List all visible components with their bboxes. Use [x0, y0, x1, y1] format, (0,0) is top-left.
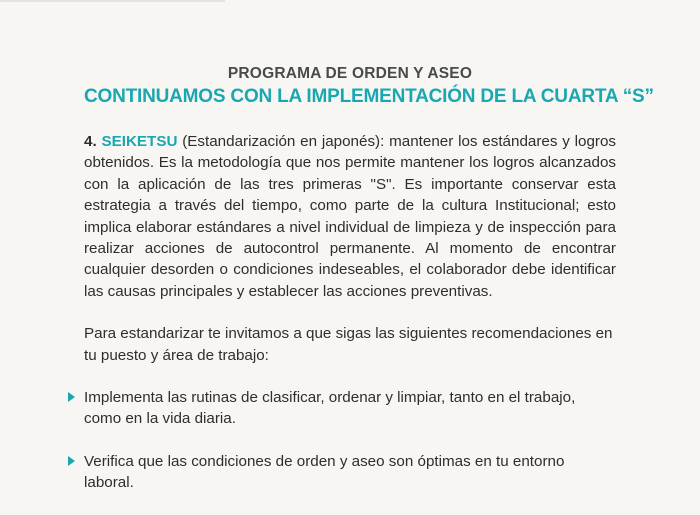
list-item-text: Implementa las rutinas de clasificar, ordenar y limpiar, tanto en el trabajo, como en la vida diaria.	[84, 389, 576, 428]
top-divider	[0, 0, 225, 2]
list-item	[84, 387, 616, 430]
section-body: (Estandarización en japonés): mantener los estándares y logros obtenidos. Es la metodología que nos permite mantener los logros alcanzados con la aplicación de las tres primeras "S". Es importante conservar esta estrategia a través del tiempo, como parte de la cultura Institucional; esto implica elaborar estándares a nivel individual de limpieza y de inspección para realizar acciones de autocontrol permanente. Al momento de encontrar cualquier desorden o condiciones indeseables, el colaborador debe identificar las causas principales y establecer las acciones preventivas.	[84, 133, 616, 300]
program-title: PROGRAMA DE ORDEN Y ASEO	[227, 65, 473, 82]
list-item-text: Verifica que las condiciones de orden y aseo son óptimas en tu entorno laboral.	[84, 452, 565, 492]
list-item	[84, 451, 616, 494]
main-title: CONTINUAMOS CON LA IMPLEMENTACIÓN DE LA CUARTA “S”	[84, 86, 654, 107]
seiketsu-paragraph	[84, 131, 616, 302]
triangle-bullet-icon	[68, 392, 75, 402]
triangle-bullet-icon	[68, 456, 75, 466]
section-keyword: SEIKETSU	[101, 133, 178, 150]
intro-paragraph: Para estandarizar te invitamos a que sigas las siguientes recomendaciones en tu puesto y área de trabajo:	[84, 325, 613, 364]
section-number: 4.	[84, 133, 97, 150]
recommendation-list	[84, 387, 616, 494]
document-content	[84, 64, 654, 515]
